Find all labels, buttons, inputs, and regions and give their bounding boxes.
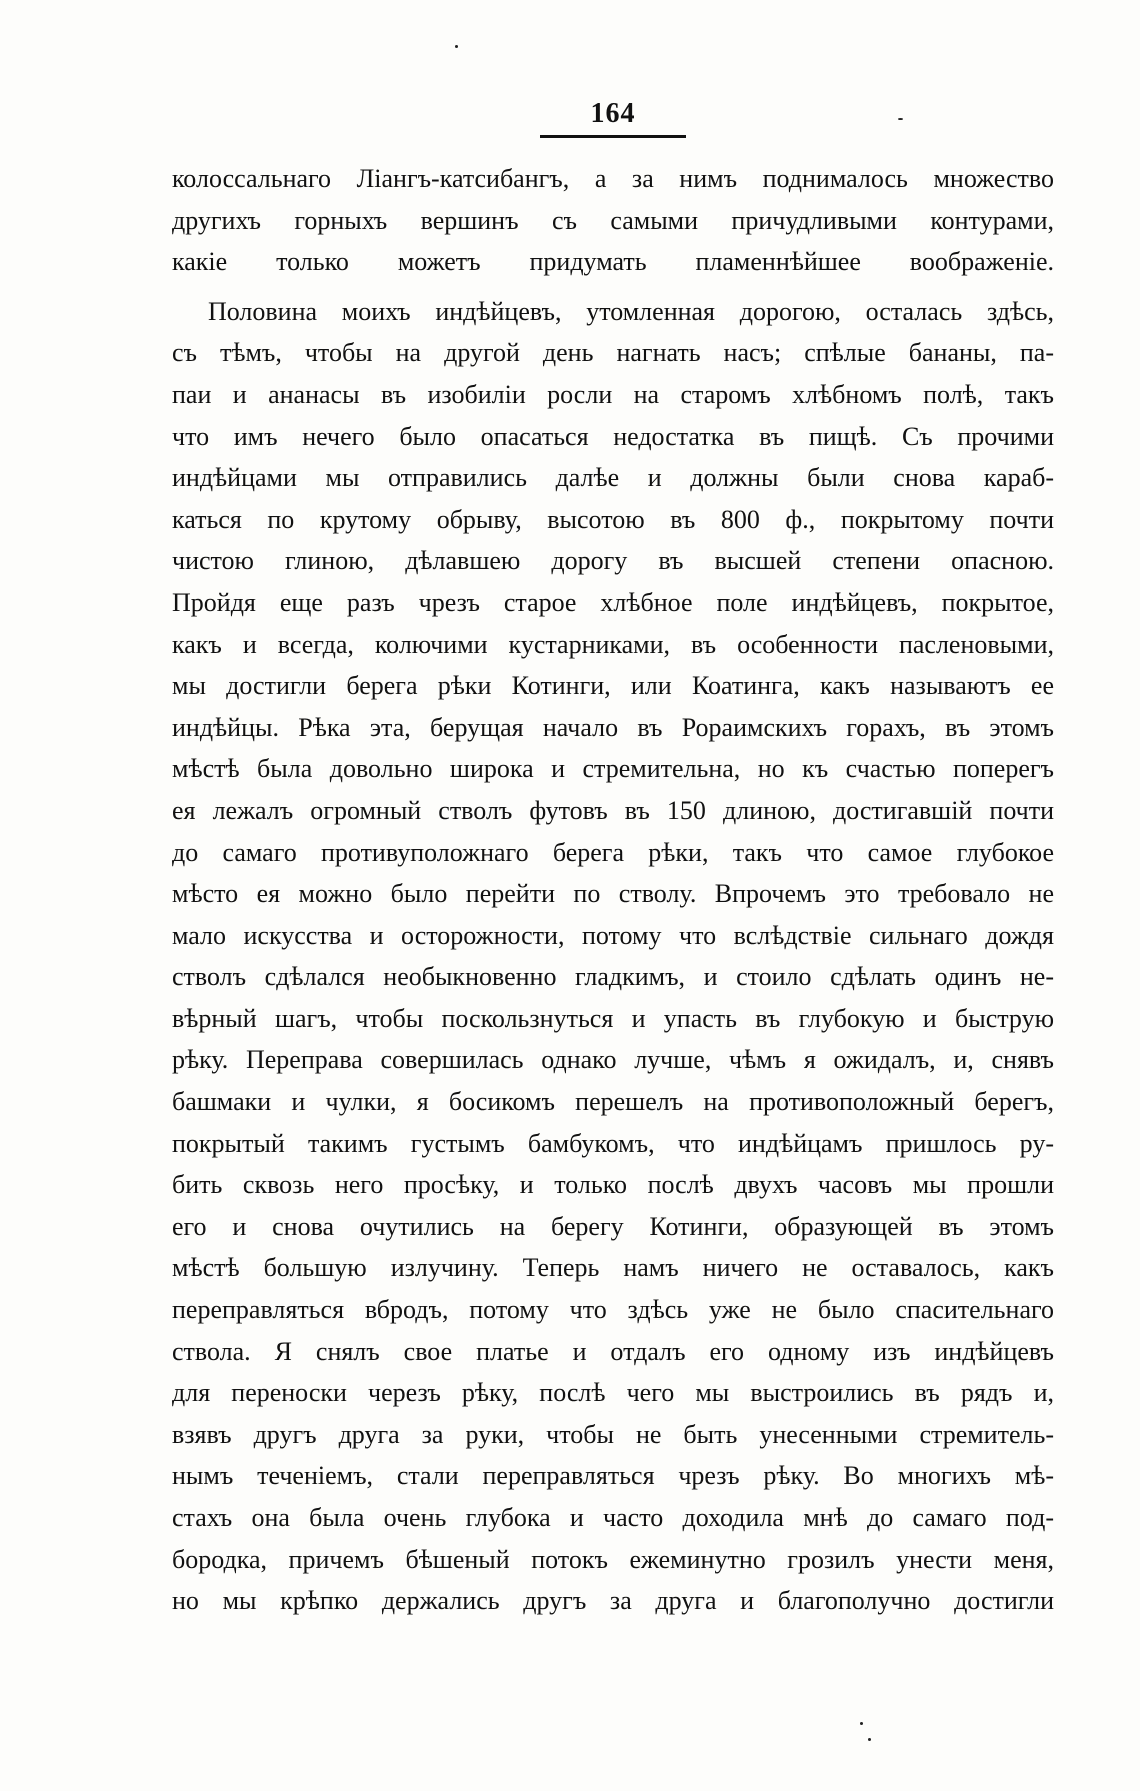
text-line: какъ и всегда, колючими кустарниками, въ особенности пасленовыми, — [172, 629, 1054, 659]
text-line: ея лежалъ огромный стволъ футовъ въ 150 длиною, достигавшій почти — [172, 795, 1054, 825]
text-line: его и снова очутились на берегу Котинги, образующей въ этомъ — [172, 1211, 1054, 1241]
text-line: но мы крѣпко держались другъ за друга и благополучно достигли — [172, 1586, 1054, 1616]
text-line: бить сквозь него просѣку, и только послѣ двухъ часовъ мы прошли — [172, 1170, 1054, 1200]
text-line: бородка, причемъ бѣшеный потокъ ежеминутно грозилъ унести меня, — [172, 1544, 1054, 1574]
text-line: съ тѣмъ, чтобы на другой день нагнать насъ; спѣлые бананы, па- — [172, 338, 1054, 368]
text-line: чистою глиною, дѣлавшею дорогу въ высшей степени опасною. — [172, 546, 1054, 576]
text-line: мѣсто ея можно было перейти по стволу. Впрочемъ это требовало не — [172, 879, 1054, 909]
text-line: колоссальнаго Ліангъ-катсибангъ, а за нимъ поднималось множество — [172, 164, 1054, 193]
text-line: другихъ горныхъ вершинъ съ самыми причудливыми контурами, — [172, 205, 1054, 235]
text-line: взявъ другъ друга за руки, чтобы не быть унесенными стремитель- — [172, 1419, 1054, 1449]
page-number: 164 — [590, 98, 636, 129]
text-line: стволъ сдѣлался необыкновенно гладкимъ, и стоило сдѣлать одинъ не- — [172, 962, 1054, 992]
text-line: до самаго противуположнаго берега рѣки, такъ что самое глубокое — [172, 837, 1054, 867]
text-line: рѣку. Переправа совершилась однако лучше, чѣмъ я ожидалъ, и, снявъ — [172, 1045, 1054, 1075]
text-line: ствола. Я снялъ свое платье и отдалъ его одному изъ индѣйцевъ — [172, 1336, 1054, 1366]
paragraph — [172, 291, 1054, 1622]
text-line: вѣрный шагъ, чтобы поскользнуться и упасть въ глубокую и быструю — [172, 1003, 1054, 1033]
scan-speck — [455, 45, 458, 48]
text-line: стахъ она была очень глубока и часто доходила мнѣ до самаго под- — [172, 1503, 1054, 1532]
scan-speck — [868, 1738, 871, 1741]
text-line: башмаки и чулки, я босикомъ перешелъ на противоположный берегъ, — [172, 1087, 1054, 1117]
text-line: покрытый такимъ густымъ бамбукомъ, что индѣйцамъ пришлось ру- — [172, 1128, 1054, 1158]
paragraph — [172, 158, 1054, 283]
text-line: нымъ теченіемъ, стали переправляться чрезъ рѣку. Во многихъ мѣ- — [172, 1461, 1054, 1491]
text-line: мы достигли берега рѣки Котинги, или Коатинга, какъ называютъ ее — [172, 671, 1054, 701]
scan-speck — [860, 1722, 863, 1725]
text-line: для переноски черезъ рѣку, послѣ чего мы выстроились въ рядъ и, — [172, 1378, 1054, 1408]
text-line: переправляться вбродъ, потому что здѣсь уже не было спасительнаго — [172, 1295, 1054, 1325]
text-line: индѣйцами мы отправились далѣе и должны были снова караб- — [172, 463, 1054, 493]
page-number-rule — [540, 135, 686, 138]
text-line: что имъ нечего было опасаться недостатка въ пищѣ. Съ прочими — [172, 421, 1054, 451]
text-line: какіе только можетъ придумать пламеннѣйшее воображеніе. — [172, 247, 1054, 277]
text-line: мѣстѣ была довольно широка и стремительна, но къ счастью поперегъ — [172, 754, 1054, 784]
text-line: каться по крутому обрыву, высотою въ 800 ф., покрытому почти — [172, 504, 1054, 534]
text-line: Пройдя еще разъ чрезъ старое хлѣбное поле индѣйцевъ, покрытое, — [172, 587, 1054, 617]
paragraph-gap — [172, 283, 1054, 291]
text-line: индѣйцы. Рѣка эта, берущая начало въ Рораимскихъ горахъ, въ этомъ — [172, 712, 1054, 742]
scan-speck — [898, 118, 903, 120]
body-text — [172, 158, 1054, 1622]
text-line: мало искусства и осторожности, потому что вслѣдствіе сильнаго дождя — [172, 920, 1054, 950]
text-line: паи и ананасы въ изобиліи росли на старомъ хлѣбномъ полѣ, такъ — [172, 379, 1054, 409]
text-line: мѣстѣ большую излучину. Теперь намъ ничего не оставалось, какъ — [172, 1253, 1054, 1283]
text-line: Половина моихъ индѣйцевъ, утомленная дорогою, осталась здѣсь, — [208, 296, 1054, 326]
